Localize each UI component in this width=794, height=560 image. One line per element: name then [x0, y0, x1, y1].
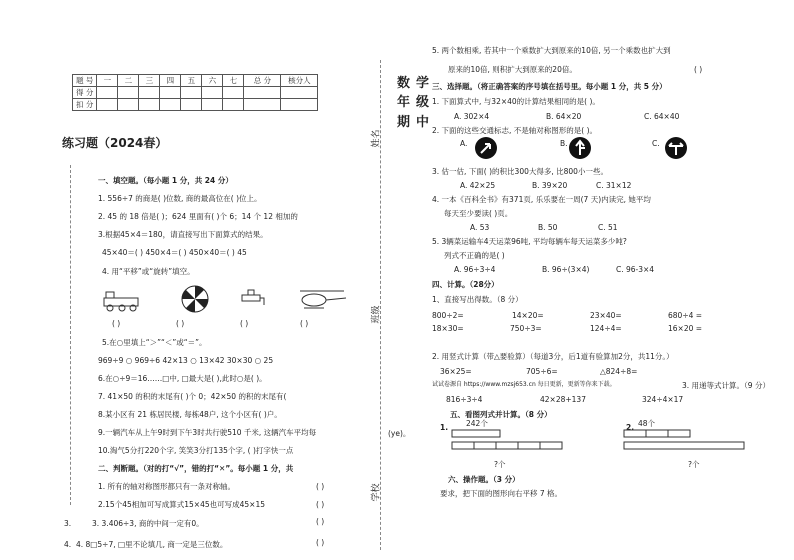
part6-heading: 六、操作题。（3 分）: [448, 475, 520, 484]
score-header: 题 号: [73, 75, 97, 87]
score-cell[interactable]: [244, 87, 281, 99]
choice-option[interactable]: A. 96÷3÷4: [454, 265, 496, 274]
calc-item: 705÷6=: [526, 367, 558, 376]
question-line: 3.根据45×4＝180，请直接写出下面算式的结果。: [98, 230, 268, 239]
question-line: 969÷9 ○ 969÷6 42×13 ○ 13×42 30×30 ○ 25: [98, 356, 274, 365]
score-cell[interactable]: [223, 87, 244, 99]
calc-item: 816÷3÷4: [446, 395, 483, 404]
subject-char: 中: [416, 115, 431, 130]
score-header: 三: [139, 75, 160, 87]
faucet-picture: [238, 287, 268, 313]
choice-option[interactable]: A. 42×25: [460, 181, 496, 190]
calc-subheading: 3. 用递等式计算。（9 分）: [682, 381, 770, 390]
calc-item: 124÷4=: [590, 324, 622, 333]
score-header: 四: [160, 75, 181, 87]
calc-item: 18×30=: [432, 324, 464, 333]
subject-char: 数: [397, 76, 412, 91]
picture-number: 1.: [440, 423, 449, 432]
score-row-label: 得 分: [73, 87, 97, 99]
judgement-mark[interactable]: ( ): [316, 538, 325, 547]
answer-blank[interactable]: ( ): [240, 319, 249, 328]
question-line: 7. 41×50 的积的末尾有( )个 0；42×50 的积的末尾有(: [98, 392, 287, 401]
choice-option[interactable]: C.: [652, 139, 660, 148]
score-header: 七: [223, 75, 244, 87]
choice-question: 5. 3辆菜运输车4天运菜96吨, 平均每辆车每天运菜多少吨?: [432, 237, 627, 246]
score-table-row: [73, 87, 318, 99]
question-line: 4. 用“平移”或“旋转”填空。: [102, 267, 195, 276]
question-line: 1. 556÷7 的商是( )位数, 商的最高位在( )位上。: [98, 194, 262, 203]
choice-question: 1. 下面算式中, 与32×40的计算结果相同的是( )。: [432, 97, 600, 106]
subject-char: 年: [397, 95, 412, 110]
score-header: 五: [181, 75, 202, 87]
part4-heading: 四、计算。（28分）: [432, 280, 499, 289]
question-line: 45×40＝( ) 450×4＝( ) 450×40＝( ) 45: [102, 248, 247, 257]
calc-item: 324÷4×17: [642, 395, 684, 404]
calc-item: 800÷2=: [432, 311, 464, 320]
diagram-label: ?个: [688, 460, 700, 469]
score-cell[interactable]: [160, 99, 181, 111]
score-header: 二: [118, 75, 139, 87]
choice-question: 2. 下面的这些交通标志, 不是轴对称图形的是( )。: [432, 126, 598, 135]
traffic-sign-b-icon: [568, 136, 592, 160]
judgement-line: 5. 两个数相乘, 若其中一个乘数扩大到原来的10倍, 另一个乘数也扩大到: [432, 46, 671, 55]
subject-char: 学: [416, 76, 431, 91]
operation-requirement: 要求，把下面的图形向右平移 7 格。: [440, 489, 563, 498]
calc-subheading: 1、直接写出得数。（8 分）: [432, 295, 523, 304]
score-header: 六: [202, 75, 223, 87]
calc-item: 680÷4 =: [668, 311, 703, 320]
calc-item: △824÷8=: [600, 367, 638, 376]
diagram-label: 48个: [638, 419, 656, 428]
choice-question: 每天至少要读( )页。: [444, 209, 513, 218]
traffic-sign-a-icon: [474, 136, 498, 160]
score-cell[interactable]: [181, 99, 202, 111]
score-header: 总 分: [244, 75, 281, 87]
judgement-mark[interactable]: ( ): [316, 482, 325, 491]
question-line: 8.某小区有 21 栋居民楼, 每栋48户, 这个小区有( )户。: [98, 410, 282, 419]
score-cell[interactable]: [118, 87, 139, 99]
question-line: 6.在○÷9＝16……□中, □最大是( ),此时○是( )。: [98, 374, 267, 383]
choice-option[interactable]: A.: [460, 139, 468, 148]
part2-heading: 二、判断题。（对的打“√”，错的打“✕”。每小题 1 分，共: [98, 464, 294, 473]
calc-item: 42×28+137: [540, 395, 586, 404]
judgement-mark[interactable]: ( ): [316, 500, 325, 509]
choice-question: 3. 估一估, 下面( )的积比300大得多, 比800小一些。: [432, 167, 608, 176]
question-line: 10.淘气5分打220个字, 笑笑3分打135个字, ( )打字快一点: [98, 446, 294, 455]
score-header: 一: [97, 75, 118, 87]
choice-option[interactable]: B. 39×20: [532, 181, 568, 190]
part1-heading: 一、填空题。（每小题 1 分，共 24 分）: [98, 176, 233, 185]
choice-option[interactable]: B. 96÷(3×4): [542, 265, 590, 274]
score-cell[interactable]: [139, 99, 160, 111]
score-table-row: [73, 99, 318, 111]
judgement-line: 4. 8□5÷7, □里不论填几, 商一定是三位数。: [76, 540, 228, 549]
train-picture: [102, 288, 142, 312]
traffic-sign-c-icon: [664, 136, 688, 160]
judgement-line: 1. 所有的轴对称图形都只有一条对称轴。: [98, 482, 236, 491]
diagram-label: ?个: [494, 460, 506, 469]
choice-question: 4. 一本《百科全书》有371页, 乐乐要在一周(7 天)内读完, 她平均: [432, 195, 651, 204]
name-field-label: 姓名: [371, 129, 382, 148]
judgement-line: 原来的10倍, 则积扩大到原来的20倍。: [448, 65, 577, 74]
calc-item: 750÷3=: [510, 324, 542, 333]
choice-question: 列式不正确的是( ): [444, 251, 505, 260]
choice-option[interactable]: B. 50: [538, 223, 558, 232]
score-table: [72, 74, 318, 111]
bar-diagram-2: [622, 428, 752, 458]
watermark-text: 试试卷源自 https://www.mzsj653.cn 每日更新，更新等你来下载。: [432, 381, 616, 388]
score-cell[interactable]: [223, 99, 244, 111]
calc-item: 16×20 =: [668, 324, 703, 333]
calc-subheading: 2. 用竖式计算（带△要验算）（每道3分，后1道有验算加2分，共11分。）: [432, 352, 674, 361]
binding-line: [70, 165, 71, 505]
school-field-label: 学校: [371, 483, 382, 502]
bar-diagram-1: [450, 428, 570, 458]
calc-item: 14×20=: [512, 311, 544, 320]
choice-option[interactable]: B.: [560, 139, 568, 148]
stray-number: 4.: [64, 540, 72, 549]
choice-option[interactable]: C. 31×12: [596, 181, 632, 190]
score-cell[interactable]: [139, 87, 160, 99]
score-row-label: 扣 分: [73, 99, 97, 111]
choice-option[interactable]: B. 64×20: [546, 112, 582, 121]
class-field-label: 班级: [371, 305, 382, 324]
score-cell[interactable]: [160, 87, 181, 99]
question-line: 2. 45 的 18 倍是( )；624 里面有( )个 6；14 个 12 相加的: [98, 212, 298, 221]
answer-blank[interactable]: ( ): [176, 319, 185, 328]
choice-option[interactable]: C. 51: [598, 223, 618, 232]
score-cell[interactable]: [118, 99, 139, 111]
score-cell[interactable]: [281, 99, 318, 111]
score-header: 核分人: [281, 75, 318, 87]
score-cell[interactable]: [181, 87, 202, 99]
score-cell[interactable]: [244, 99, 281, 111]
judgement-mark[interactable]: ( ): [694, 65, 703, 74]
subject-char: 期: [397, 115, 412, 130]
question-line: 5.在○里填上“＞”“＜”或“＝”。: [102, 338, 207, 347]
score-cell[interactable]: [97, 87, 118, 99]
choice-option[interactable]: A. 302×4: [454, 112, 490, 121]
stray-number: 3.: [64, 519, 72, 528]
answer-blank[interactable]: ( ): [300, 319, 309, 328]
part5-heading: 五、看图列式并计算。（8 分）: [450, 410, 552, 419]
score-cell[interactable]: [202, 87, 223, 99]
score-table-header-row: [73, 75, 318, 87]
choice-option[interactable]: C. 64×40: [644, 112, 680, 121]
judgement-line: 3. 3.406÷3, 商的中间一定有0。: [92, 519, 204, 528]
picture-number: 2.: [626, 423, 635, 432]
subject-char: 级: [416, 95, 431, 110]
pinwheel-picture: [180, 284, 210, 314]
judgement-line: 2.15个45相加可写成算式15×45也可写成45×15: [98, 500, 265, 509]
choice-option[interactable]: C. 96-3×4: [616, 265, 655, 274]
part3-heading: 三、选择题。（将正确答案的序号填在括号里。每小题 1 分，共 5 分）: [432, 82, 667, 91]
calc-item: 36×25=: [440, 367, 472, 376]
judgement-mark[interactable]: ( ): [316, 517, 325, 526]
answer-blank[interactable]: ( ): [112, 319, 121, 328]
helicopter-picture: [294, 287, 350, 311]
question-line: 9.一辆汽车从上午9时到下午3时共行驶510 千米, 这辆汽车平均每: [98, 428, 317, 437]
page-title: 练习题（2024春）: [62, 136, 168, 150]
choice-option[interactable]: A. 53: [470, 223, 490, 232]
score-cell[interactable]: [281, 87, 318, 99]
score-cell[interactable]: [97, 99, 118, 111]
calc-item: 23×40=: [590, 311, 622, 320]
diagram-label: 242个: [466, 419, 488, 428]
stray-text: (ye)。: [388, 429, 411, 438]
score-cell[interactable]: [202, 99, 223, 111]
